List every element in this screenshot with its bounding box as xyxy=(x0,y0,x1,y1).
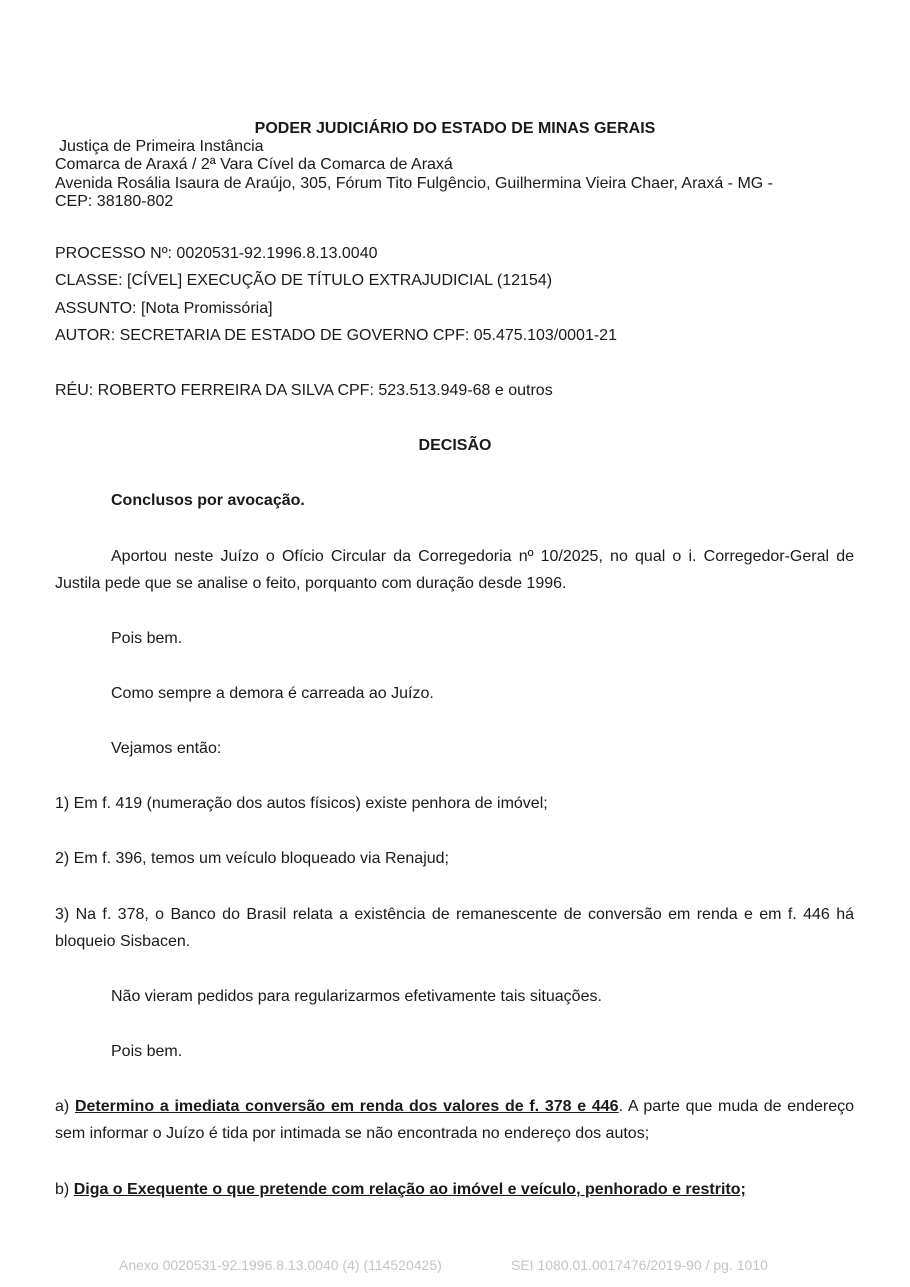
list-item-1: 1) Em f. 419 (numeração dos autos físicos) existe penhora de imóvel; xyxy=(55,795,548,812)
assunto-line: ASSUNTO: [Nota Promissória] xyxy=(55,300,273,317)
paragraph-vejamos: Vejamos então: xyxy=(111,740,222,757)
footer-sei: SEI 1080.01.0017476/2019-90 / pg. 1010 xyxy=(511,1257,768,1273)
list-item-2: 2) Em f. 396, temos um veículo bloqueado via Renajud; xyxy=(55,850,449,867)
instance-line: Justiça de Primeira Instância xyxy=(59,138,264,155)
reu-line: RÉU: ROBERTO FERREIRA DA SILVA CPF: 523.513.949-68 e outros xyxy=(55,382,553,399)
address-line-1: Avenida Rosália Isaura de Araújo, 305, Fórum Tito Fulgêncio, Guilhermina Vieira Chaer, Araxá - MG - xyxy=(55,175,773,192)
address-line-2: CEP: 38180-802 xyxy=(55,193,174,210)
order-a-rest: . A parte que muda de endereço sem informar o Juízo é tida por intimada se não encontrada no endereço dos autos; xyxy=(55,1098,854,1142)
paragraph-demora: Como sempre a demora é carreada ao Juízo. xyxy=(111,685,434,702)
order-item-b xyxy=(55,1181,746,1199)
list-item-3: 3) Na f. 378, o Banco do Brasil relata a existência de remanescente de conversão em renda e em f. 446 há bloqueio Sisbacen. xyxy=(55,906,854,950)
autor-line: AUTOR: SECRETARIA DE ESTADO DE GOVERNO CPF: 05.475.103/0001-21 xyxy=(55,327,617,344)
order-a-determination: Determino a imediata conversão em renda dos valores de f. 378 e 446 xyxy=(74,1098,619,1115)
order-item-a xyxy=(55,1093,854,1147)
processo-number: PROCESSO Nº: 0020531-92.1996.8.13.0040 xyxy=(55,245,378,262)
conclusos-line: Conclusos por avocação. xyxy=(111,492,305,509)
footer-anexo: Anexo 0020531-92.1996.8.13.0040 (4) (114520425) xyxy=(119,1257,442,1273)
order-a-prefix: a) xyxy=(55,1098,70,1115)
comarca-line: Comarca de Araxá / 2ª Vara Cível da Comarca de Araxá xyxy=(55,156,453,173)
court-title: PODER JUDICIÁRIO DO ESTADO DE MINAS GERAIS xyxy=(254,120,656,137)
paragraph-aportou: Aportou neste Juízo o Ofício Circular da Corregedoria nº 10/2025, no qual o i. Corregedor-Geral de Justila pede que se analise o feito, porquanto com duração desde 1996. xyxy=(55,548,854,592)
paragraph-nao-vieram: Não vieram pedidos para regularizarmos efetivamente tais situações. xyxy=(111,988,602,1005)
paragraph-pois-bem-2: Pois bem. xyxy=(111,1043,183,1060)
decision-title: DECISÃO xyxy=(418,437,492,454)
paragraph-pois-bem-1: Pois bem. xyxy=(111,630,183,647)
order-b-determination: Diga o Exequente o que pretende com relação ao imóvel e veículo, penhorado e restrito; xyxy=(73,1181,746,1198)
order-b-prefix: b) xyxy=(55,1181,70,1198)
classe-line: CLASSE: [CÍVEL] EXECUÇÃO DE TÍTULO EXTRAJUDICIAL (12154) xyxy=(55,272,553,289)
